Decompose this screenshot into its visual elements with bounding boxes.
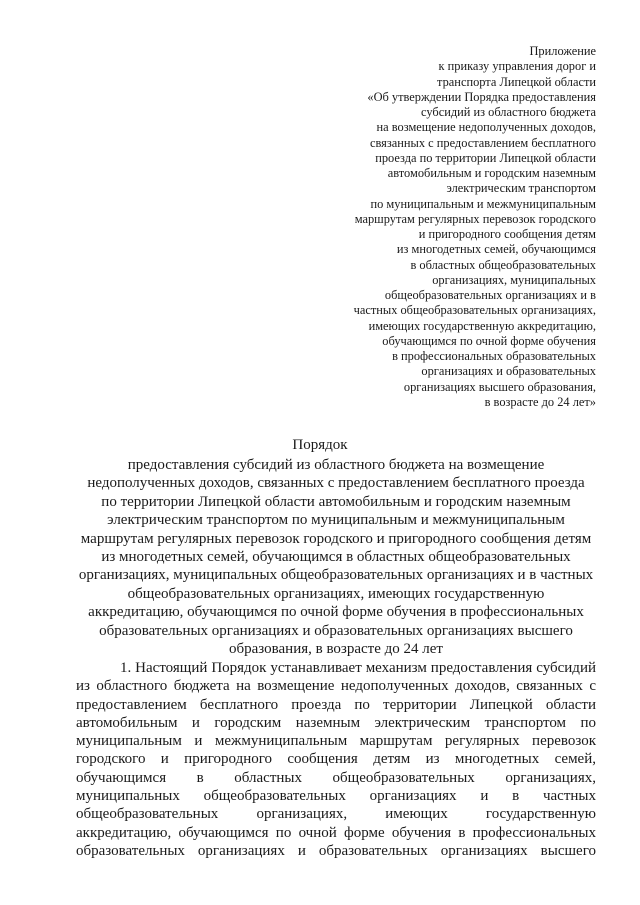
appendix-line: автомобильным и городским наземным — [387, 166, 596, 180]
subtitle-line: образования, в возрасте до 24 лет — [229, 641, 443, 658]
paragraph-line: аккредитацию, обучающимся по очной форме обучения в профессиональных — [76, 824, 596, 841]
appendix-line: обучающимся по очной форме обучения — [382, 333, 596, 348]
appendix-line: организациях и образовательных — [421, 364, 596, 379]
appendix-line: транспорта Липецкой области — [437, 74, 596, 89]
subtitle-line: аккредитацию, обучающимся по очной форме обучения в профессиональных — [88, 604, 584, 621]
appendix-line: связанных с предоставлением бесплатного — [369, 135, 596, 150]
appendix-line: Приложение — [529, 44, 596, 58]
subtitle-line: недополученных доходов, связанных с предоставлением бесплатного проезда — [87, 475, 585, 492]
subtitle-line: общеобразовательных организациях, имеющих государственную — [127, 585, 545, 602]
subtitle-line: по территории Липецкой области автомобильным и городским наземным — [101, 493, 571, 510]
paragraph-line: муниципальным и межмуниципальным маршрутам регулярных перевозок — [76, 733, 596, 750]
appendix-line: субсидий из областного бюджета — [421, 105, 596, 119]
paragraph-line: обучающимся в областных общеобразовательных организациях, — [76, 769, 596, 786]
appendix-line: в возрасте до 24 лет» — [484, 394, 596, 409]
paragraph-line: из областного бюджета на возмещение недополученных доходов, связанных с — [76, 678, 596, 695]
subtitle-line: из многодетных семей, обучающимся в областных общеобразовательных — [101, 549, 571, 566]
paragraph-line: автомобильным и городским наземным электрическим транспортом по — [76, 714, 596, 731]
appendix-line: проезда по территории Липецкой области — [375, 150, 596, 165]
appendix-block — [296, 44, 596, 410]
subtitle-line: электрическим транспортом по муниципальным и межмуниципальным — [107, 512, 565, 529]
appendix-line: электрическим транспортом — [446, 181, 596, 196]
subtitle-line: предоставления субсидий из областного бюджета на возмещение — [127, 457, 545, 473]
appendix-line: общеобразовательных организациях и в — [384, 288, 596, 302]
paragraph-line: 1. Настоящий Порядок устанавливает механизм предоставления субсидий — [120, 660, 596, 676]
paragraph-line: образовательных организациях и образовательных организациях высшего — [76, 842, 596, 859]
appendix-line: в профессиональных образовательных — [392, 349, 596, 363]
appendix-line: «Об утверждении Порядка предоставления — [367, 89, 596, 104]
appendix-line: частных общеобразовательных организациях, — [353, 303, 596, 318]
subtitle-line: образовательных организациях и образовательных организациях высшего — [99, 622, 573, 639]
paragraph-line: предоставлением бесплатного проезда по территории Липецкой области — [76, 696, 596, 713]
appendix-line: маршрутам регулярных перевозок городского — [354, 211, 596, 226]
appendix-line: на возмещение недополученных доходов, — [376, 120, 596, 135]
paragraph-1 — [76, 659, 596, 860]
paragraph-line: городского и пригородного сообщения детям из многодетных семей, — [76, 751, 596, 768]
paragraph-line: общеобразовательных организациях, имеющих государственную — [76, 806, 596, 823]
appendix-line: и пригородного сообщения детям — [418, 227, 596, 241]
subtitle-line: организациях, муниципальных общеобразовательных организациях и в частных — [78, 567, 594, 584]
appendix-line: организациях, муниципальных — [432, 272, 596, 287]
appendix-line: из многодетных семей, обучающимся — [396, 242, 596, 257]
subtitle-line: маршрутам регулярных перевозок городского и пригородного сообщения детям — [80, 530, 592, 547]
appendix-line: в областных общеобразовательных — [410, 257, 596, 272]
document-title: Порядок — [292, 437, 348, 453]
paragraph-line: муниципальных общеобразовательных организациях и в частных — [76, 788, 596, 805]
appendix-line: по муниципальным и межмуниципальным — [370, 196, 596, 211]
appendix-line: к приказу управления дорог и — [438, 59, 596, 74]
appendix-line: имеющих государственную аккредитацию, — [368, 318, 596, 333]
document-subtitle — [76, 456, 596, 658]
appendix-line: организациях высшего образования, — [403, 379, 596, 394]
